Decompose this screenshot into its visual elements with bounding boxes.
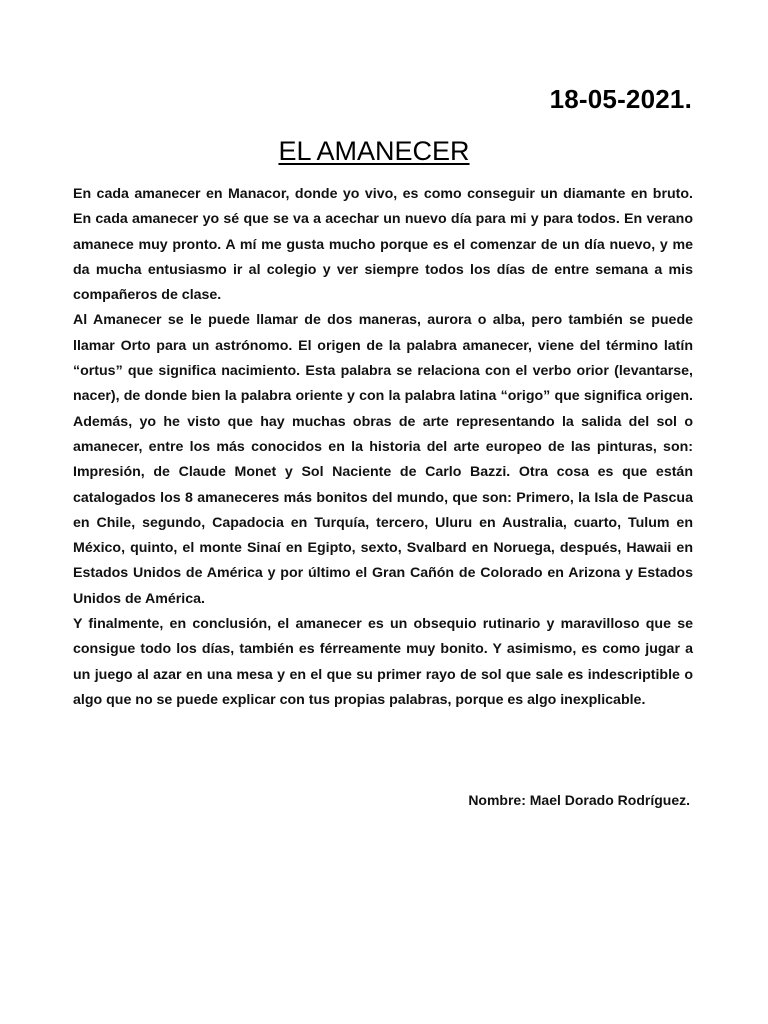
paragraph-3: Y finalmente, en conclusión, el amanecer es un obsequio rutinario y maravilloso que se consigue todo los días, también es férreamente muy bonito. Y asimismo, es como jugar a un juego al azar en una mesa y en el que su primer rayo de sol que sale es indescriptible o algo que no se puede explicar con tus propias palabras, porque es algo inexplicable. [73,616,693,708]
document-body [73,182,693,713]
document-date: 18-05-2021. [549,84,692,114]
author-signature: Nombre: Mael Dorado Rodríguez. [468,792,690,808]
document-title: EL AMANECER [278,136,470,166]
paragraph-1: En cada amanecer en Manacor, donde yo vivo, es como conseguir un diamante en bruto. En cada amanecer yo sé que se va a acechar un nuevo día para mi y para todos. En verano amanece muy pronto. A mí me gusta mucho porque es el comenzar de un día nuevo, y me da mucha entusiasmo ir al colegio y ver siempre todos los días de entre semana a mis compañeros de clase. [73,186,693,304]
paragraph-2: Al Amanecer se le puede llamar de dos maneras, aurora o alba, pero también se puede llamar Orto para un astrónomo. El origen de la palabra amanecer, viene del término latín “ortus” que significa nacimiento. Esta palabra se relaciona con el verbo orior (levantarse, nacer), de donde bien la palabra oriente y con la palabra latina “origo” que significa origen. Además, yo he visto que hay muchas obras de arte representando la salida del sol o amanecer, entre los más conocidos en la historia del arte europeo de las pinturas, son: Impresión, de Claude Monet y Sol Naciente de Carlo Bazzi. Otra cosa es que están catalogados los 8 amaneceres más bonitos del mundo, que son: Primero, la Isla de Pascua en Chile, segundo, Capadocia en Turquía, tercero, Uluru en Australia, cuarto, Tulum en México, quinto, el monte Sinaí en Egipto, sexto, Svalbard en Noruega, después, Hawaii en Estados Unidos de América y por último el Gran Cañón de Colorado en Arizona y Estados Unidos de América. [73,312,693,607]
